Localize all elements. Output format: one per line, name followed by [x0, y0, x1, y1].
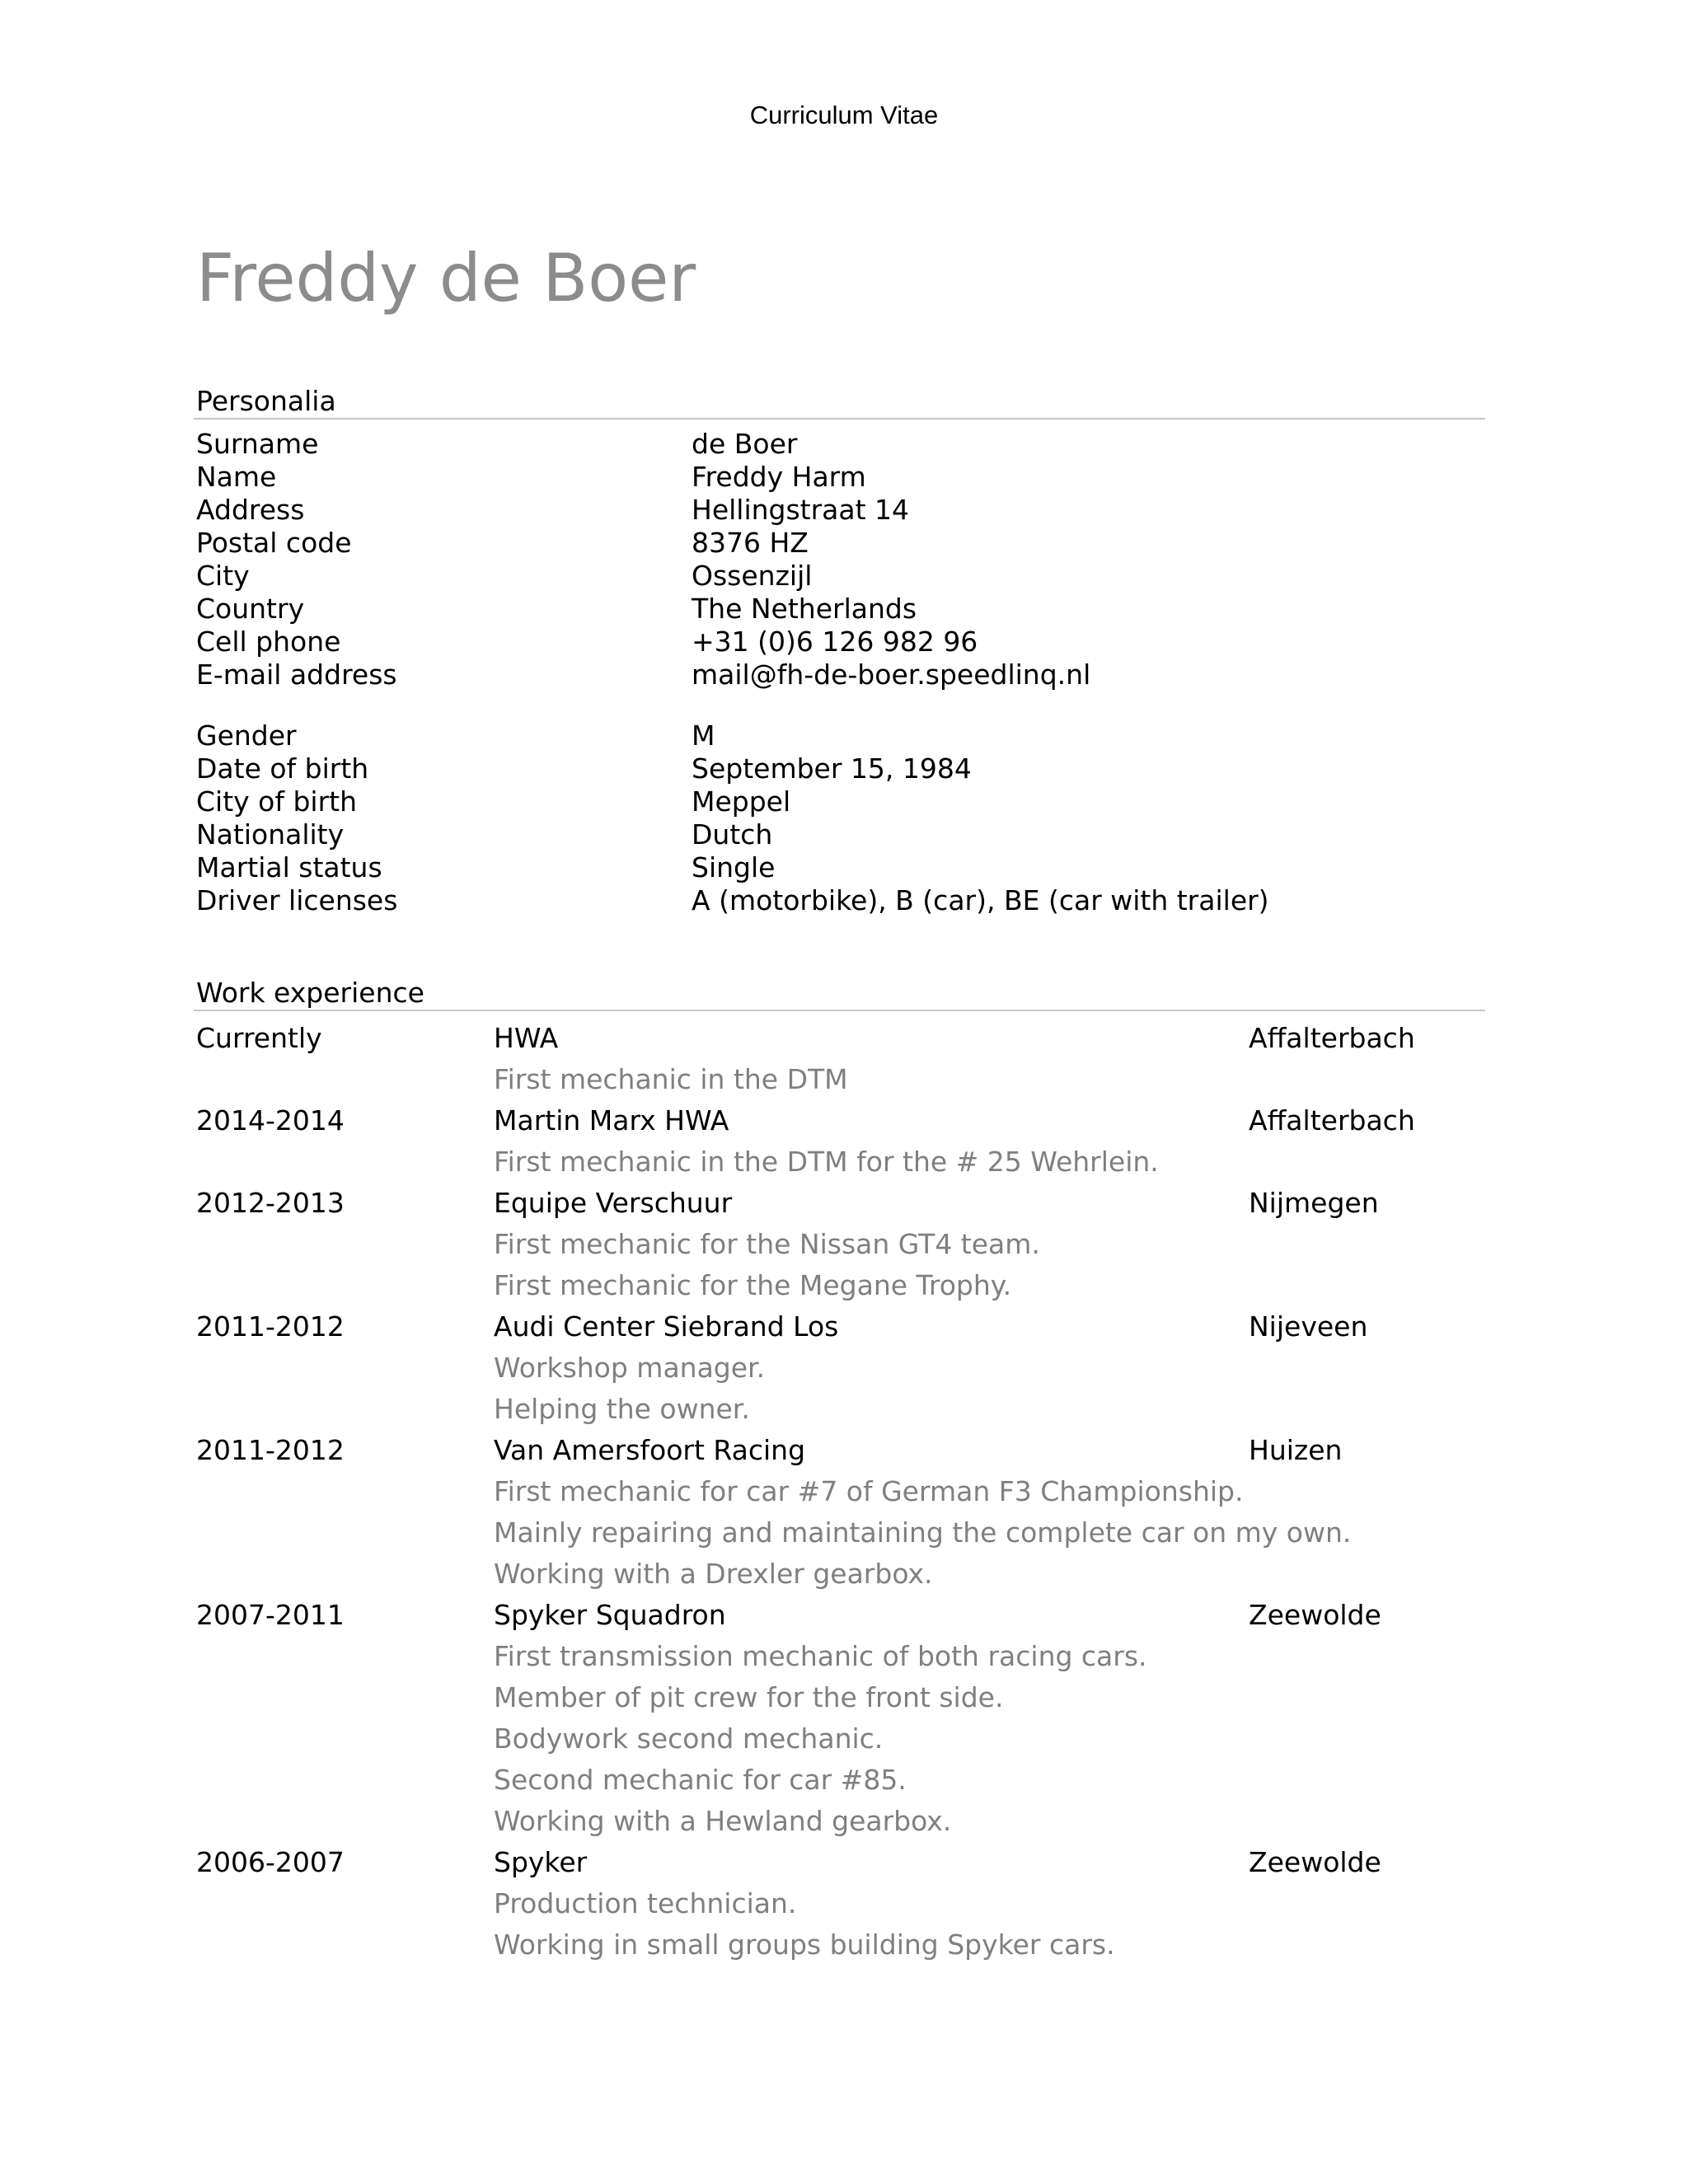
personalia-value: 8376 HZ: [692, 527, 809, 559]
job-duty: Workshop manager.: [494, 1352, 766, 1384]
job-duty: First transmission mechanic of both racing cars.: [494, 1640, 1147, 1672]
job-duty: Helping the owner.: [494, 1393, 750, 1425]
section-divider: [194, 1010, 1485, 1011]
job-location: Affalterbach: [1249, 1022, 1415, 1054]
personalia-value: +31 (0)6 126 982 96: [692, 626, 978, 658]
job-period: 2011-2012: [196, 1434, 345, 1466]
job-duty: First mechanic in the DTM: [494, 1063, 848, 1095]
personalia-value: Freddy Harm: [692, 461, 866, 493]
personalia-row: [196, 785, 1482, 818]
job-location: Nijmegen: [1249, 1187, 1379, 1219]
personalia-row: [196, 719, 1482, 752]
job-period: 2011-2012: [196, 1310, 345, 1343]
job-duty: First mechanic for car #7 of German F3 Championship.: [494, 1475, 1244, 1507]
personalia-label: Address: [196, 494, 305, 526]
job-employer: Spyker Squadron: [494, 1599, 726, 1631]
job-duty: Second mechanic for car #85.: [494, 1764, 907, 1796]
job-location: Zeewolde: [1249, 1599, 1381, 1631]
section-divider: [194, 418, 1485, 419]
job-location: Huizen: [1249, 1434, 1343, 1466]
job-period: 2014-2014: [196, 1104, 345, 1137]
personalia-label: Country: [196, 593, 305, 625]
personalia-label: Nationality: [196, 818, 345, 851]
personalia-value: Single: [692, 851, 776, 883]
job-entry: [196, 1183, 1482, 1224]
personalia-label: Postal code: [196, 527, 352, 559]
job-location: Zeewolde: [1249, 1846, 1381, 1878]
document-header-title: Curriculum Vitae: [749, 101, 939, 129]
personalia-label: Martial status: [196, 851, 382, 883]
job-period: 2012-2013: [196, 1187, 345, 1219]
section-heading-personalia: Personalia: [196, 385, 336, 417]
personalia-row: [196, 884, 1482, 917]
job-duty: Bodywork second mechanic.: [494, 1722, 884, 1755]
personalia-value: The Netherlands: [692, 593, 917, 625]
job-employer: Van Amersfoort Racing: [494, 1434, 806, 1466]
personalia-row: [196, 752, 1482, 785]
job-duty: Production technician.: [494, 1887, 797, 1919]
job-location: Affalterbach: [1249, 1104, 1415, 1137]
job-entry: [196, 1842, 1482, 1883]
personalia-row: [196, 626, 1482, 658]
job-employer: Martin Marx HWA: [494, 1104, 729, 1137]
job-period: 2006-2007: [196, 1846, 345, 1878]
personalia-value: Hellingstraat 14: [692, 494, 910, 526]
personalia-label: Gender: [196, 719, 297, 752]
personalia-row: [196, 560, 1482, 593]
job-period: Currently: [196, 1022, 322, 1054]
personalia-value: mail@fh-de-boer.speedlinq.nl: [692, 658, 1091, 691]
personalia-value: de Boer: [692, 428, 798, 460]
personalia-label: Driver licenses: [196, 884, 398, 916]
candidate-name: Freddy de Boer: [196, 240, 696, 316]
job-entry: [196, 1595, 1482, 1636]
job-entry: [196, 1430, 1482, 1471]
personalia-row: [196, 851, 1482, 884]
personalia-value: September 15, 1984: [692, 752, 972, 785]
job-duty: Member of pit crew for the front side.: [494, 1681, 1004, 1713]
personalia-label: City of birth: [196, 785, 358, 818]
personalia-value: Ossenzijl: [692, 560, 813, 592]
personalia-row: [196, 593, 1482, 626]
personalia-value: M: [692, 719, 715, 752]
personalia-row: [196, 658, 1482, 691]
job-location: Nijeveen: [1249, 1310, 1368, 1343]
personalia-label: E-mail address: [196, 658, 397, 691]
personalia-label: Cell phone: [196, 626, 341, 658]
personalia-label: City: [196, 560, 250, 592]
personalia-row: [196, 428, 1482, 461]
job-duty: First mechanic in the DTM for the # 25 Wehrlein.: [494, 1146, 1159, 1178]
job-entry: [196, 1100, 1482, 1141]
job-duty: Working with a Drexler gearbox.: [494, 1558, 933, 1590]
job-period: 2007-2011: [196, 1599, 345, 1631]
personalia-value: Dutch: [692, 818, 773, 851]
personalia-value: A (motorbike), B (car), BE (car with trailer): [692, 884, 1269, 916]
job-entry: [196, 1306, 1482, 1347]
personalia-row: [196, 527, 1482, 560]
job-duty: Mainly repairing and maintaining the complete car on my own.: [494, 1516, 1352, 1549]
job-employer: HWA: [494, 1022, 559, 1054]
job-entry: [196, 1018, 1482, 1059]
personalia-row: [196, 461, 1482, 494]
job-duty: First mechanic for the Megane Trophy.: [494, 1269, 1012, 1301]
personalia-label: Surname: [196, 428, 319, 460]
job-employer: Equipe Verschuur: [494, 1187, 733, 1219]
personalia-label: Name: [196, 461, 277, 493]
personalia-row: [196, 494, 1482, 527]
job-duty: First mechanic for the Nissan GT4 team.: [494, 1228, 1040, 1260]
job-employer: Audi Center Siebrand Los: [494, 1310, 839, 1343]
job-duty: Working in small groups building Spyker cars.: [494, 1929, 1115, 1961]
section-heading-work-experience: Work experience: [196, 977, 424, 1009]
personalia-value: Meppel: [692, 785, 791, 818]
personalia-label: Date of birth: [196, 752, 369, 785]
personalia-row: [196, 818, 1482, 851]
job-duty: Working with a Hewland gearbox.: [494, 1805, 952, 1837]
job-employer: Spyker: [494, 1846, 588, 1878]
